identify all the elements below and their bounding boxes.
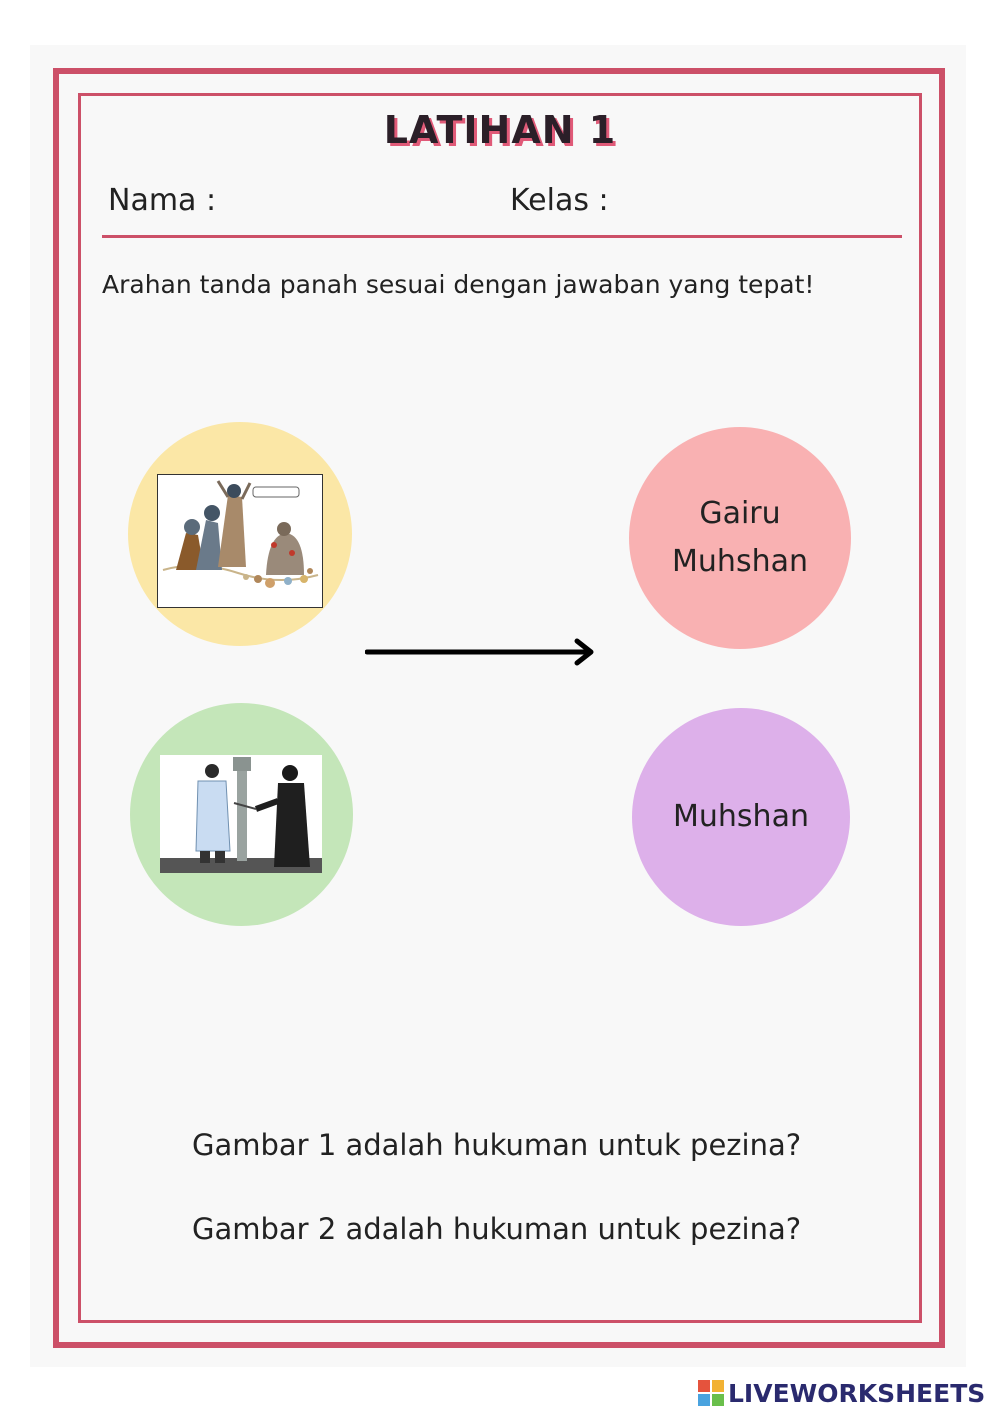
header-divider	[102, 235, 902, 238]
brand-text: LIVEWORKSHEETS	[728, 1378, 986, 1408]
answer-muhshan-label: Muhshan	[673, 799, 809, 834]
liveworksheets-brand[interactable]	[698, 1378, 985, 1408]
class-label: Kelas :	[510, 183, 609, 218]
worksheet-title: LATIHAN 1	[383, 108, 617, 152]
instruction-text: Arahan tanda panah sesuai dengan jawaban yang tepat!	[102, 270, 815, 299]
picture-1-stoning-illustration	[157, 474, 323, 608]
answer-gairu-muhshan-label: Gairu Muhshan	[672, 496, 808, 579]
matching-arrow-icon[interactable]	[365, 636, 597, 668]
name-label: Nama :	[108, 183, 217, 218]
picture-2-flogging-illustration	[160, 755, 322, 873]
question-2: Gambar 2 adalah hukuman untuk pezina?	[192, 1212, 802, 1246]
question-1: Gambar 1 adalah hukuman untuk pezina?	[192, 1128, 802, 1162]
liveworksheets-logo-icon	[698, 1380, 724, 1406]
